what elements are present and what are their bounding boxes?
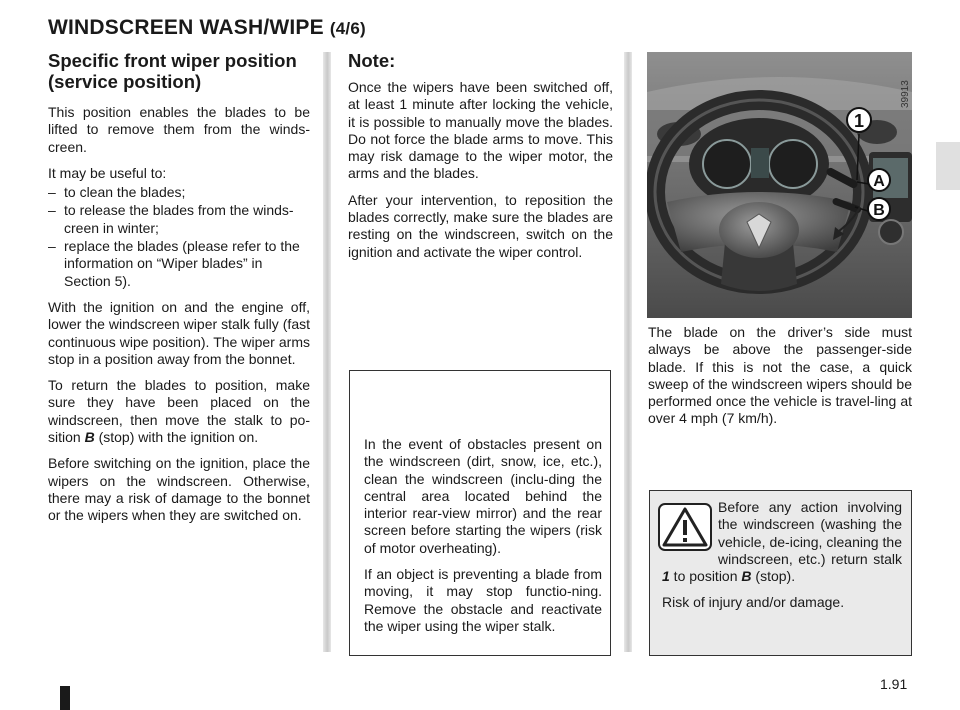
callout-position-b: B: [873, 202, 885, 219]
service-position-heading: Specific front wiper position (service position): [48, 50, 297, 92]
position-b-ref: B: [741, 568, 752, 585]
title-main: WINDSCREEN WASH/WIPE: [48, 16, 324, 39]
column-divider-right: [624, 52, 632, 652]
page-title: [48, 16, 366, 40]
section-tab: [936, 142, 960, 190]
warning-box: [649, 490, 912, 656]
icon-spacer: [662, 499, 718, 551]
page-corner-mark: [60, 686, 70, 710]
title-subtitle: (4/6): [329, 19, 366, 38]
blade-position-caption: The blade on the driver’s side must always be above the passenger-side blade. If this is not the case, a quick sweep of the windscreen wipers should be performed once the vehicle is travel-ling at over 4 mph (7 km/h).: [648, 324, 912, 427]
ignition-caution: Before switching on the ignition, place the wipers on the windscreen. Otherwise, there may a risk of damage to the bonnet or the wipers when they are switched on.: [48, 455, 310, 524]
figure-reference-number: [896, 58, 912, 112]
service-position-procedure: With the ignition on and the engine off, lower the windscreen wiper stalk fully (fast continuous wipe position). The wiper arms stop in a position away from the bonnet.: [48, 298, 310, 367]
note-paragraph-2: After your intervention, to reposition the blades correctly, make sure the blades are resting on the windscreen, switch on the ignition and activate the wiper control.: [348, 191, 613, 260]
note-paragraph-1: Once the wipers have been switched off, at least 1 minute after locking the vehicle, it is possible to manually move the blades. Do not force the blade arms to move. This may risk damage to the wiper motor, the arms and the blades.: [348, 79, 613, 182]
obstacle-note-2: If an object is preventing a blade from moving, it may stop functio-ning. Remove the obstacle and reactivate the wiper using the wiper stalk.: [364, 566, 602, 634]
uses-list-item: – to release the blades from the winds-creen in winter;: [48, 202, 310, 237]
figure-id-label: 39913: [900, 80, 911, 108]
obstacle-note-1: In the event of obstacles present on the windscreen (dirt, snow, ice, etc.), clean the windscreen (inclu-ding the central area located behind the interior rear-view mirror) and the rear screen before starting the wipers (risk of motor overheating).: [364, 436, 602, 556]
dashboard-illustration: [647, 52, 912, 318]
uses-list-item: – replace the blades (please refer to the information on “Wiper blades” in Section 5).: [48, 238, 310, 290]
column-service-position: [48, 50, 310, 534]
warning-instruction: Before any action involving the windscreen (washing the vehicle, de-icing, cleaning the windscreen, etc.) return stalk 1 to position B (stop).: [662, 499, 902, 585]
uses-list: [48, 184, 310, 290]
service-position-intro: This position enables the blades to be lifted to remove them from the winds-creen.: [48, 104, 310, 155]
column-note: [348, 50, 613, 270]
obstacle-note-box: [349, 370, 611, 656]
stalk-1-ref: 1: [662, 568, 670, 585]
note-heading: Note:: [348, 50, 396, 71]
uses-lead: It may be useful to:: [48, 164, 167, 181]
callout-stalk-1: 1: [853, 111, 865, 131]
callout-position-a: A: [873, 173, 885, 190]
column-divider-left: [323, 52, 331, 652]
return-blades-instruction: To return the blades to position, make sure they have been placed on the windscreen, then move the stalk to po-sition B (stop) with the ignition on.: [48, 377, 310, 446]
position-b-ref: B: [84, 429, 95, 446]
warning-risk: Risk of injury and/or damage.: [662, 594, 845, 611]
page-number: 1.91: [880, 676, 908, 692]
steering-wheel-figure: [647, 52, 912, 318]
uses-list-item: – to clean the blades;: [48, 184, 310, 201]
